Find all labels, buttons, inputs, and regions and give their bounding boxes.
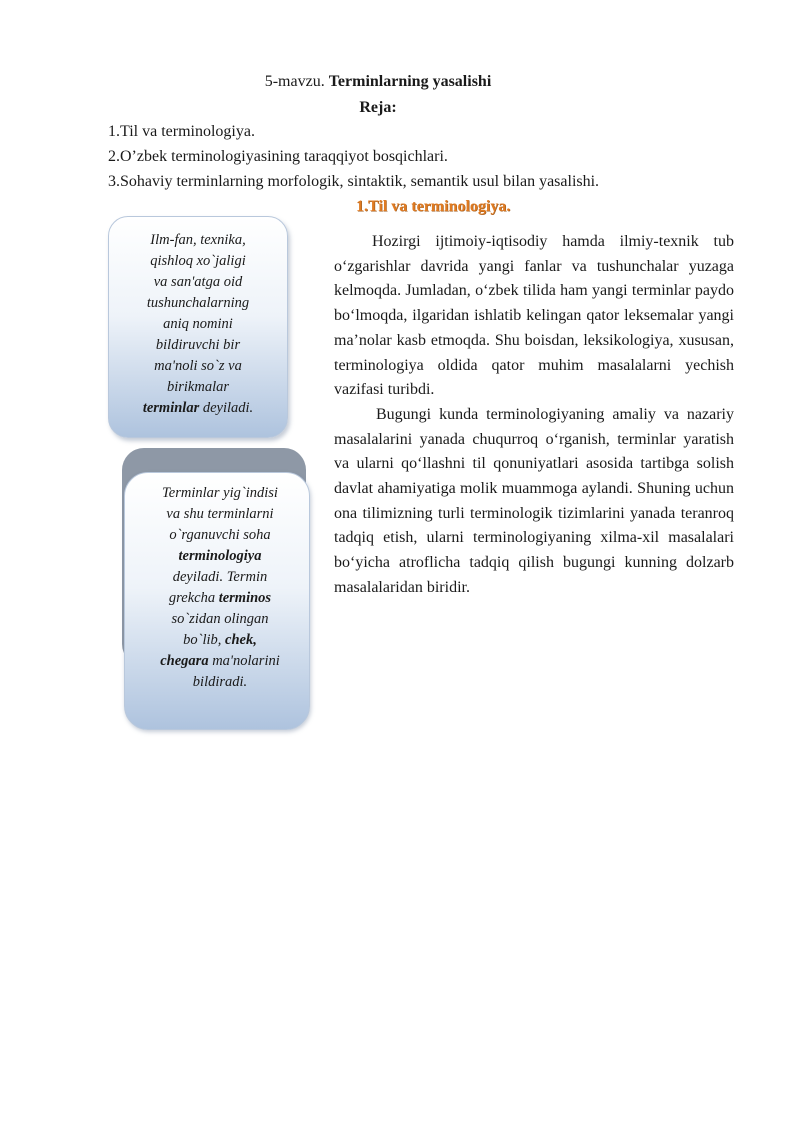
paragraph-1: Hozirgi ijtimoiy-iqtisodiy hamda ilmiy-texnik tub o‘zgarishlar davrida yangi fanlar va tushunchalar yuzaga kelmoqda. Jumladan, o‘zbek tilida ham yangi terminlar paydo bo‘lmoqda, ilgaridan ishlatib kelingan qator leksemalar yangi ma’nolar kasb etmoqda. Shu boisdan, leksikologiya, xususan, terminologiya oldida qator muhim masalalarni yechish vazifasi turibdi. (334, 233, 734, 399)
box1-line: Ilm-fan, texnika, (150, 232, 246, 248)
body-text (334, 230, 734, 601)
box1-line: va san'atga oid (153, 274, 243, 290)
box1-line: bildiruvchi bir (155, 337, 241, 353)
box1-line: qishloq xo`jaligi (150, 253, 246, 269)
definition-text-terminlar (123, 230, 273, 419)
box2-line: ma'nolarini (208, 653, 280, 669)
topic-title (0, 72, 756, 92)
topic-name: Terminlarning yasalishi (328, 73, 492, 90)
plan-item-3: 3.Sohaviy terminlarning morfologik, sintaktik, semantik usul bilan yasalishi. (108, 173, 600, 190)
topic-number: 5-mavzu. (264, 73, 329, 90)
section-heading: 1.Til va terminologiya. (356, 198, 511, 215)
box2-bold-term: chek, (225, 632, 257, 648)
plan-item-1: 1.Til va terminologiya. (108, 123, 255, 140)
box2-bold-term: chegara (160, 653, 209, 669)
definition-text-terminologiya (135, 483, 305, 693)
box2-line: so`zidan olingan (171, 611, 269, 627)
definition-box-terminologiya (124, 472, 310, 730)
plan-item-2: 2.O’zbek terminologiyasining taraqqiyot bosqichlari. (108, 148, 448, 165)
box2-line: grekcha (168, 590, 219, 606)
box2-line: bo`lib, (183, 632, 226, 648)
box2-line: deyiladi. Termin (172, 569, 268, 585)
plan-heading: Reja: (359, 99, 397, 116)
box1-line: aniq nomini (163, 316, 233, 332)
box1-tail: deyiladi. (199, 400, 254, 416)
box1-bold-term: terminlar (142, 400, 200, 416)
box2-line: Terminlar yig`indisi (162, 485, 278, 501)
definition-box-terminlar (108, 216, 288, 438)
box2-line: va shu terminlarni (166, 506, 274, 522)
paragraph-2: Bugungi kunda terminologiyaning amaliy va nazariy masalalarini yanada chuqurroq o‘rganish, terminlar yaratish va ularni qo‘llashni til qonuniyatlari asosida tartibga solish davlat ahamiyatiga molik muammoga aylandi. Shuning uchun ona tilimizning turli terminologik tizimlarini yanada teranroq tadqiq etish, ularni terminologiyaning xilma-xil masalalari bo‘yicha atroflicha tadqiq qilish bugungi kunning dolzarb masalalaridan biridir. (334, 405, 734, 596)
box2-line: bildiradi. (192, 674, 248, 690)
box1-line: birikmalar (166, 379, 230, 395)
box2-bold-term: terminologiya (178, 548, 262, 564)
box2-line: o`rganuvchi soha (169, 527, 271, 543)
box1-line: tushunchalarning (146, 295, 250, 311)
box1-line: ma'noli so`z va (154, 358, 242, 374)
box2-bold-term: terminos (218, 590, 272, 606)
